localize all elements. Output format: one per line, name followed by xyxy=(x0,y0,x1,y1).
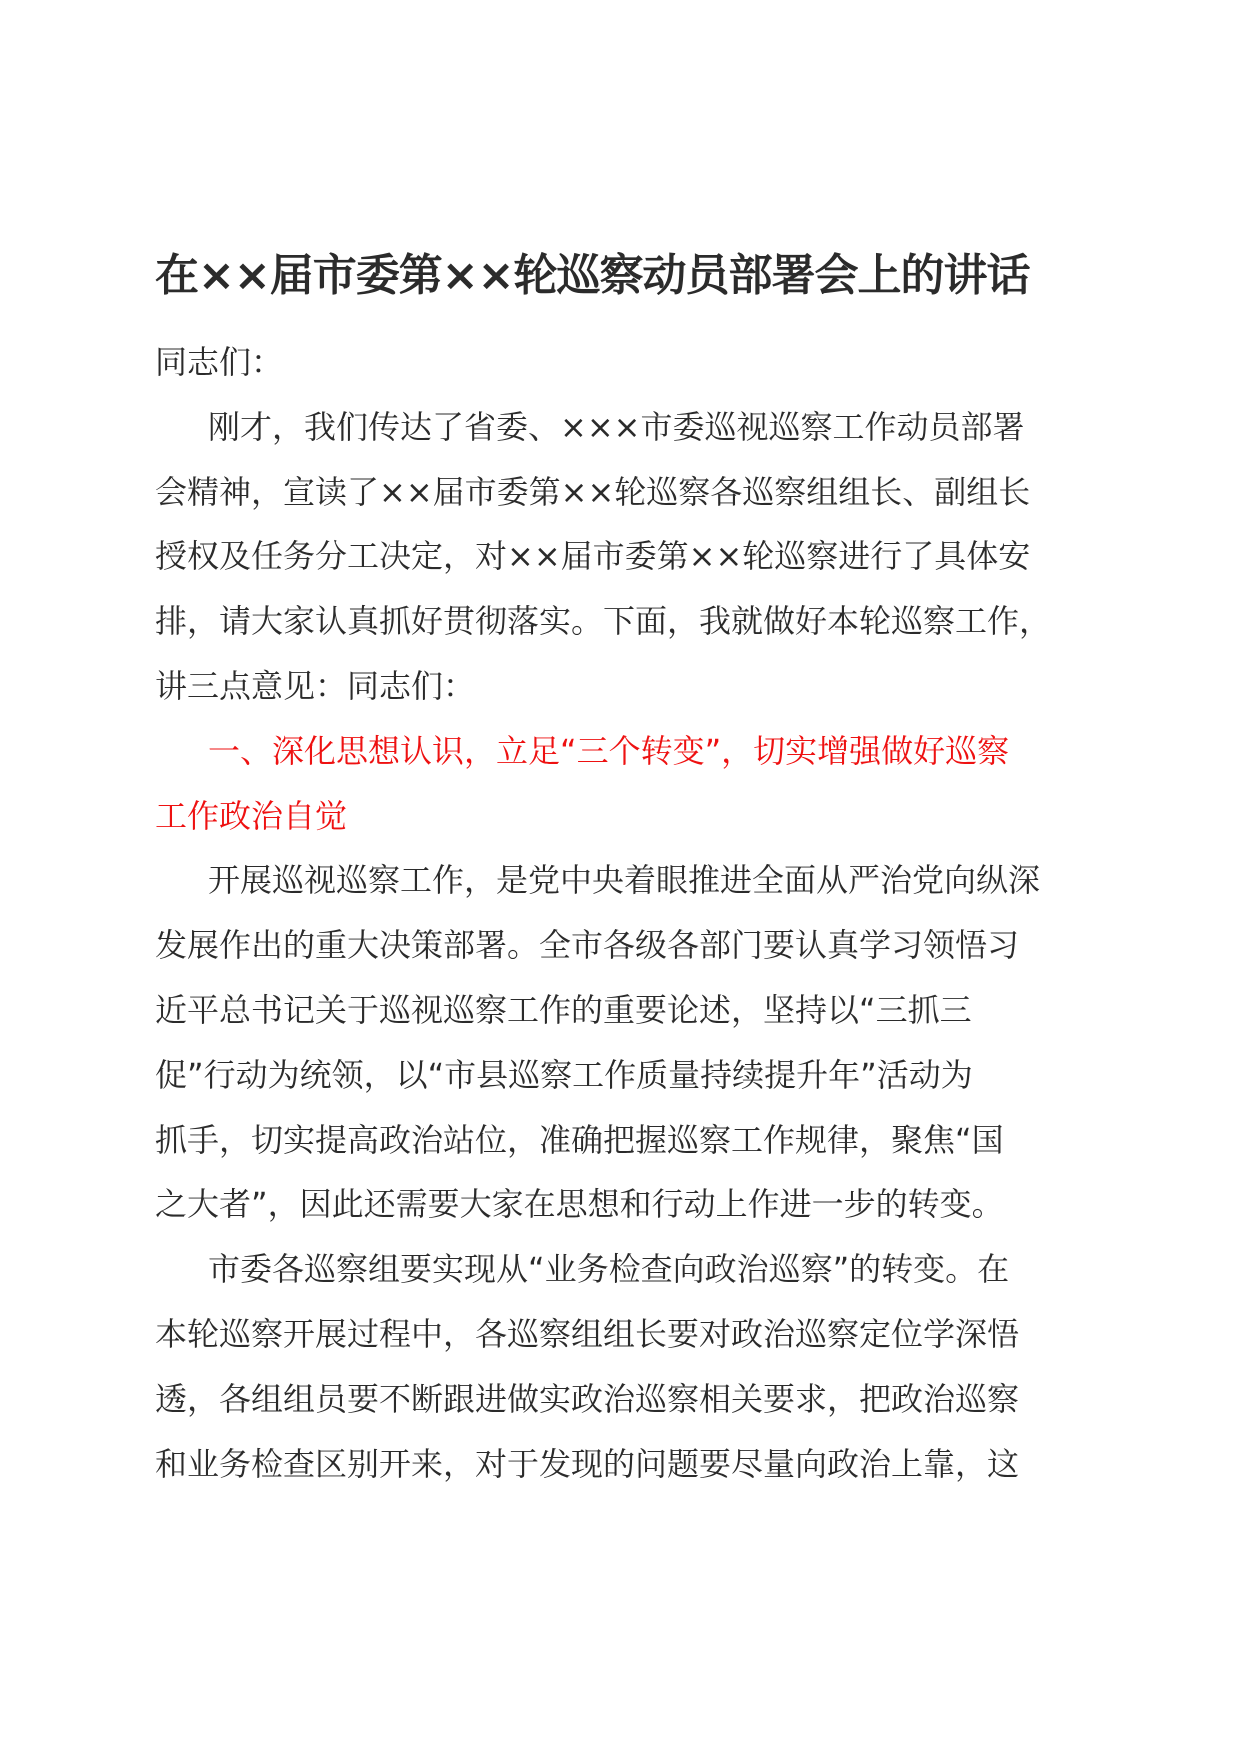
paragraph-3 xyxy=(155,1237,1090,1496)
paragraph-3-line: 市委各巡察组要实现从“业务检查向政治巡察”的转变。在 xyxy=(208,1250,1010,1289)
document-page xyxy=(155,244,1090,1496)
paragraph-2-line: 之大者”，因此还需要大家在思想和行动上作进一步的转变。 xyxy=(155,1185,1004,1224)
paragraph-1-line: 讲三点意见：同志们： xyxy=(155,666,476,705)
paragraph-3-line: 本轮巡察开展过程中，各巡察组组长要对政治巡察定位学深悟 xyxy=(155,1314,1020,1353)
paragraph-1-line: 会精神，宣读了××届市委第××轮巡察各巡察组组长、副组长 xyxy=(155,472,1031,511)
paragraph-2-line: 发展作出的重大决策部署。全市各级各部门要认真学习领悟习 xyxy=(155,926,1020,965)
salutation: 同志们： xyxy=(155,343,284,381)
paragraph-2 xyxy=(155,848,1090,1237)
document-title: 在××届市委第××轮巡察动员部署会上的讲话 xyxy=(155,250,1030,301)
paragraph-2-line: 抓手，切实提高政治站位，准确把握巡察工作规律，聚焦“国 xyxy=(155,1120,1004,1159)
paragraph-2-line: 近平总书记关于巡视巡察工作的重要论述，坚持以“三抓三 xyxy=(155,990,972,1029)
paragraph-2-line: 促”行动为统领，以“市县巡察工作质量持续提升年”活动为 xyxy=(155,1055,973,1094)
paragraph-1-line: 刚才，我们传达了省委、×××市委巡视巡察工作动员部署 xyxy=(208,407,1025,446)
paragraph-1-line: 排，请大家认真抓好贯彻落实。下面，我就做好本轮巡察工作， xyxy=(155,602,1052,641)
paragraph-3-line: 和业务检查区别开来，对于发现的问题要尽量向政治上靠，这 xyxy=(155,1444,1020,1483)
paragraph-1-line: 授权及任务分工决定，对××届市委第××轮巡察进行了具体安 xyxy=(155,537,1031,576)
section-heading-1 xyxy=(155,719,1090,849)
paragraph-1 xyxy=(155,395,1090,719)
paragraph-2-line: 开展巡视巡察工作，是党中央着眼推进全面从严治党向纵深 xyxy=(208,861,1041,900)
section-heading-line: 工作政治自觉 xyxy=(155,796,348,835)
paragraph-3-line: 透，各组组员要不断跟进做实政治巡察相关要求，把政治巡察 xyxy=(155,1379,1020,1418)
section-heading-line: 一、深化思想认识，立足“三个转变”，切实增强做好巡察 xyxy=(208,731,1010,770)
